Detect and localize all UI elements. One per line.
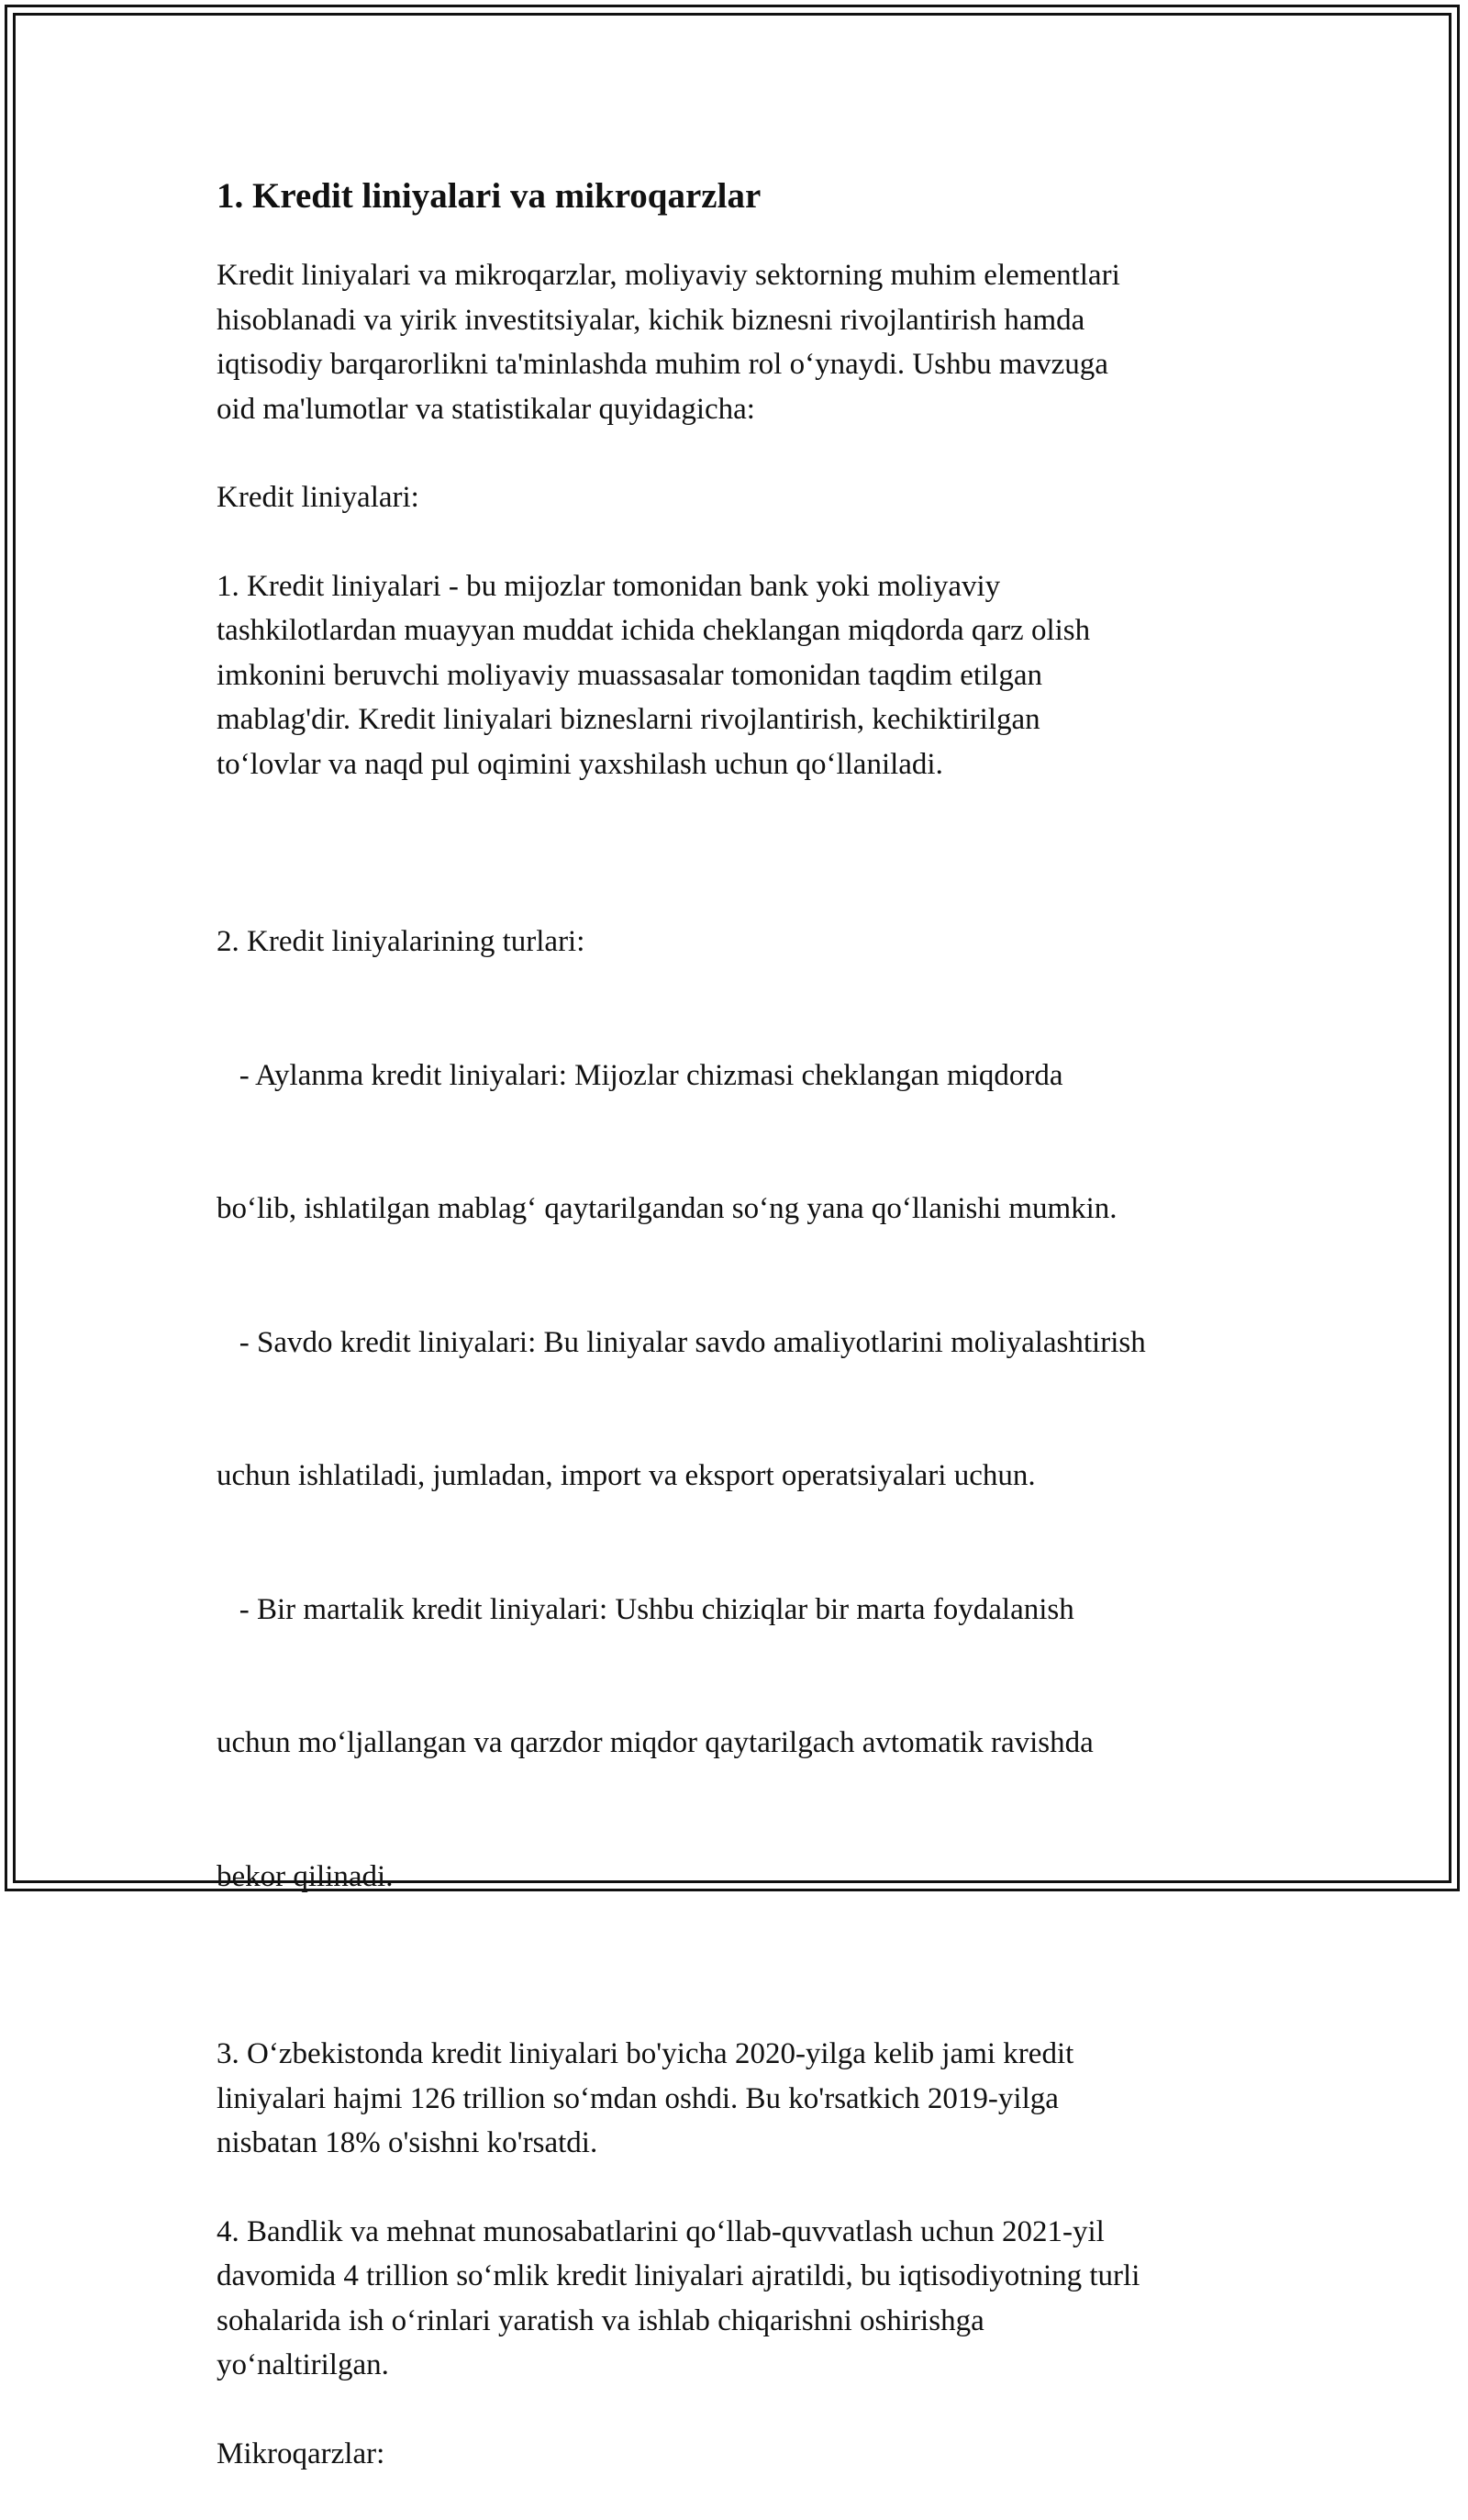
text-line: - Savdo kredit liniyalari: Bu liniyalar savdo amaliyotlarini moliyalashtirish <box>217 1325 1146 1359</box>
paragraph-intro <box>217 253 1281 431</box>
text-line: tashkilotlardan muayyan muddat ichida cheklangan miqdorda qarz olish <box>217 614 1091 647</box>
text-line: 2. Kredit liniyalarining turlari: <box>217 925 585 958</box>
text-line: uchun ishlatiladi, jumladan, import va eksport operatsiyalari uchun. <box>217 1459 1036 1492</box>
section-heading: 1. Kredit liniyalari va mikroqarzlar <box>217 176 762 216</box>
text-line: - Bir martalik kredit liniyalari: Ushbu chiziqlar bir marta foydalanish <box>217 1592 1074 1626</box>
text-line: 1. Kredit liniyalari - bu mijozlar tomonidan bank yoki moliyaviy <box>217 569 1001 603</box>
text-line: 4. Bandlik va mehnat munosabatlarini qo‘llab-quvvatlash uchun 2021-yil <box>217 2214 1105 2248</box>
subheading-microloans <box>217 2432 1281 2477</box>
text-line: 3. O‘zbekistonda kredit liniyalari bo'yicha 2020-yilga kelib jami kredit <box>217 2037 1074 2070</box>
text-line: Kredit liniyalari: <box>217 481 419 514</box>
paragraph-item-2 <box>217 831 1281 1988</box>
text-line: sohalarida ish o‘rinlari yaratish va ishlab chiqarishni oshirishga <box>217 2303 984 2337</box>
paragraph-item-1 <box>217 564 1281 787</box>
subheading-credit-lines <box>217 475 1281 520</box>
text-line: uchun mo‘ljallangan va qarzdor miqdor qaytarilgach avtomatik ravishda <box>217 1726 1094 1759</box>
text-line: bo‘lib, ishlatilgan mablag‘ qaytarilgandan so‘ng yana qo‘llanishi mumkin. <box>217 1192 1118 1225</box>
text-line: davomida 4 trillion so‘mlik kredit liniyalari ajratildi, bu iqtisodiyotning turli <box>217 2259 1140 2292</box>
text-line: oid ma'lumotlar va statistikalar quyidagicha: <box>217 392 755 426</box>
text-line: nisbatan 18% o'sishni ko'rsatdi. <box>217 2126 598 2159</box>
paragraph-item-4 <box>217 2210 1281 2388</box>
text-line: iqtisodiy barqarorlikni ta'minlashda muhim rol o‘ynaydi. Ushbu mavzuga <box>217 348 1108 381</box>
text-line: mablag'dir. Kredit liniyalari bizneslarni rivojlantirish, kechiktirilgan <box>217 703 1040 736</box>
document-body <box>217 171 1281 2520</box>
text-line: Kredit liniyalari va mikroqarzlar, moliyaviy sektorning muhim elementlari <box>217 259 1120 292</box>
text-line: - Aylanma kredit liniyalari: Mijozlar chizmasi cheklangan miqdorda <box>217 1058 1063 1092</box>
paragraph-item-3 <box>217 2032 1281 2166</box>
text-line: to‘lovlar va naqd pul oqimini yaxshilash uchun qo‘llaniladi. <box>217 747 943 781</box>
text-line: imkonini beruvchi moliyaviy muassasalar tomonidan taqdim etilgan <box>217 658 1042 692</box>
text-line: yo‘naltirilgan. <box>217 2348 389 2381</box>
text-line: Mikroqarzlar: <box>217 2436 385 2470</box>
text-line: bekor qilinadi. <box>217 1859 394 1893</box>
text-line: hisoblanadi va yirik investitsiyalar, kichik biznesni rivojlantirish hamda <box>217 303 1085 337</box>
text-line: liniyalari hajmi 126 trillion so‘mdan oshdi. Bu ko'rsatkich 2019-yilga <box>217 2081 1059 2115</box>
